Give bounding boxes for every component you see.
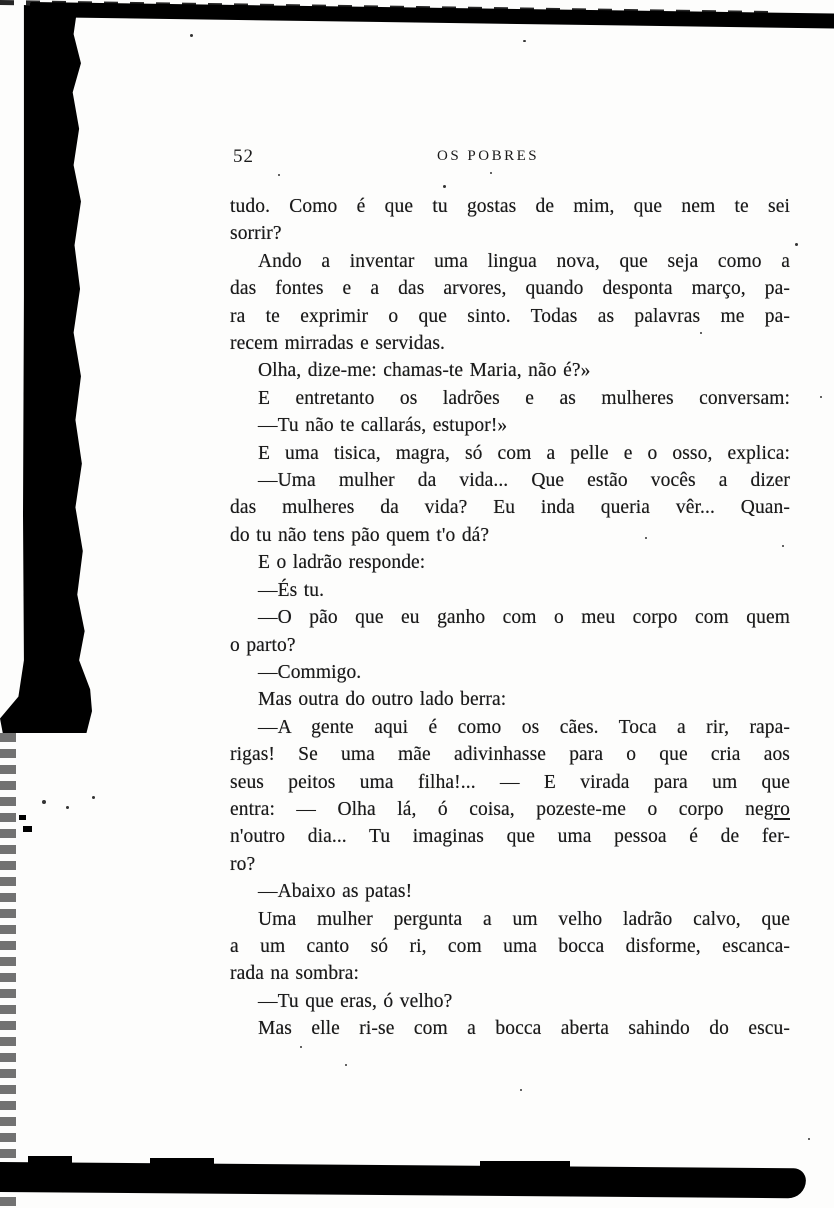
body-line xyxy=(230,549,790,576)
body-line xyxy=(230,906,790,933)
scan-speck xyxy=(29,30,31,32)
scan-speck xyxy=(278,174,280,176)
body-line xyxy=(230,714,790,741)
body-line xyxy=(230,823,790,850)
body-line xyxy=(230,330,790,357)
text-run: E entretanto os ladrões e as mulheres conversam: xyxy=(258,387,790,409)
body-line xyxy=(230,467,790,494)
scan-speck xyxy=(523,40,526,42)
text-run: entra: — Olha lá, ó coisa, pozeste-me o corpo ne xyxy=(230,798,764,820)
text-run: a um canto só ri, com uma bocca disforme, escanca- xyxy=(230,935,790,957)
scan-mark xyxy=(19,815,26,820)
scan-speck xyxy=(300,1046,302,1048)
body-line xyxy=(230,988,790,1015)
body-line xyxy=(230,385,790,412)
scan-speck xyxy=(92,796,95,799)
body-line xyxy=(230,577,790,604)
text-run: —O pão que eu ganho com o meu corpo com quem xyxy=(258,607,790,629)
body-line xyxy=(230,248,790,275)
text-run: tudo. Como é que tu gostas de mim, que nem te sei xyxy=(230,196,790,217)
body-line xyxy=(230,769,790,796)
text-run: rada na sombra: xyxy=(230,963,360,985)
body-line xyxy=(230,275,790,302)
text-run: n'outro dia... Tu imaginas que uma pessoa é de fer- xyxy=(230,826,790,848)
running-head xyxy=(0,146,834,168)
body-line xyxy=(230,686,790,713)
body-line xyxy=(230,494,790,521)
text-run: Olha, dize-me: chamas-te Maria, não é?» xyxy=(258,360,591,382)
body-line xyxy=(230,851,790,878)
text-run: —Abaixo as patas! xyxy=(258,881,413,903)
scan-speck xyxy=(443,185,446,188)
text-run: —A gente aqui é como os cães. Toca a rir, rapa- xyxy=(258,716,790,738)
text-run: seus peitos uma filha!... — E virada para um que xyxy=(230,771,790,793)
body-line xyxy=(230,741,790,768)
scan-speck xyxy=(490,172,492,174)
text-run: —És tu. xyxy=(258,579,325,601)
text-run: —Tu que eras, ó velho? xyxy=(258,990,453,1012)
scan-speck xyxy=(808,1138,810,1140)
text-run: do tu não tens pão quem t'o dá? xyxy=(230,524,490,546)
bottom-edge-scan-shadow xyxy=(0,1162,806,1198)
body-line xyxy=(230,659,790,686)
scan-speck xyxy=(795,243,798,246)
body-line xyxy=(230,1015,790,1042)
text-run: Mas outra do outro lado berra: xyxy=(258,689,507,711)
body-text xyxy=(230,193,790,1043)
text-run: —Commigo. xyxy=(258,661,362,683)
running-title: OS POBRES xyxy=(437,148,540,164)
body-line xyxy=(230,522,790,549)
text-run: rigas! Se uma mãe adivinhasse para o que cria aos xyxy=(230,744,790,766)
scan-speck xyxy=(190,34,193,37)
text-run: E o ladrão responde: xyxy=(258,552,426,574)
text-run: ra te exprimir o que sinto. Todas as palavras me pa- xyxy=(230,305,790,327)
scan-mark xyxy=(23,826,32,832)
scan-mark xyxy=(33,26,35,39)
scan-speck xyxy=(42,800,46,804)
body-line xyxy=(230,960,790,987)
text-run: Ando a inventar uma lingua nova, que seja como a xyxy=(258,250,790,272)
body-line xyxy=(230,412,790,439)
body-line xyxy=(230,357,790,384)
page-number: 52 xyxy=(233,146,254,167)
body-line xyxy=(230,933,790,960)
body-line xyxy=(230,220,790,247)
scan-speck xyxy=(38,34,40,36)
bottom-edge-jag xyxy=(480,1161,570,1168)
body-line xyxy=(230,632,790,659)
text-run: sorrir? xyxy=(230,223,282,245)
text-run: —Tu não te callarás, estupor!» xyxy=(258,415,508,437)
body-line xyxy=(230,878,790,905)
scan-speck xyxy=(820,396,822,398)
text-run: ro? xyxy=(230,853,256,875)
body-line xyxy=(230,303,790,330)
gutter-scan-shadow xyxy=(0,5,92,733)
text-run: Uma mulher pergunta a um velho ladrão calvo, que xyxy=(258,908,790,930)
body-line xyxy=(230,604,790,631)
body-line xyxy=(230,440,790,467)
text-run: recem mirradas e servidas. xyxy=(230,333,446,355)
text-run: o parto? xyxy=(230,634,296,656)
body-line xyxy=(230,796,790,823)
bottom-edge-jag xyxy=(28,1156,72,1164)
text-run: E uma tisica, magra, só com a pelle e o osso, explica: xyxy=(258,442,790,464)
text-run: das mulheres da vida? Eu inda queria vêr... Quan- xyxy=(230,497,790,519)
body-line xyxy=(230,193,790,220)
scan-speck xyxy=(520,1089,522,1091)
text-run: Mas elle ri-se com a bocca aberta sahindo do escu- xyxy=(258,1018,790,1040)
underlined-word: gro xyxy=(763,798,790,820)
gutter-scan-fray xyxy=(0,733,16,1208)
scan-speck xyxy=(345,1064,347,1066)
text-run: —Uma mulher da vida... Que estão vocês a dizer xyxy=(258,470,790,492)
scan-speck xyxy=(66,806,69,809)
text-run: das fontes e a das arvores, quando desponta março, pa- xyxy=(230,278,790,300)
bottom-edge-jag xyxy=(150,1158,214,1165)
